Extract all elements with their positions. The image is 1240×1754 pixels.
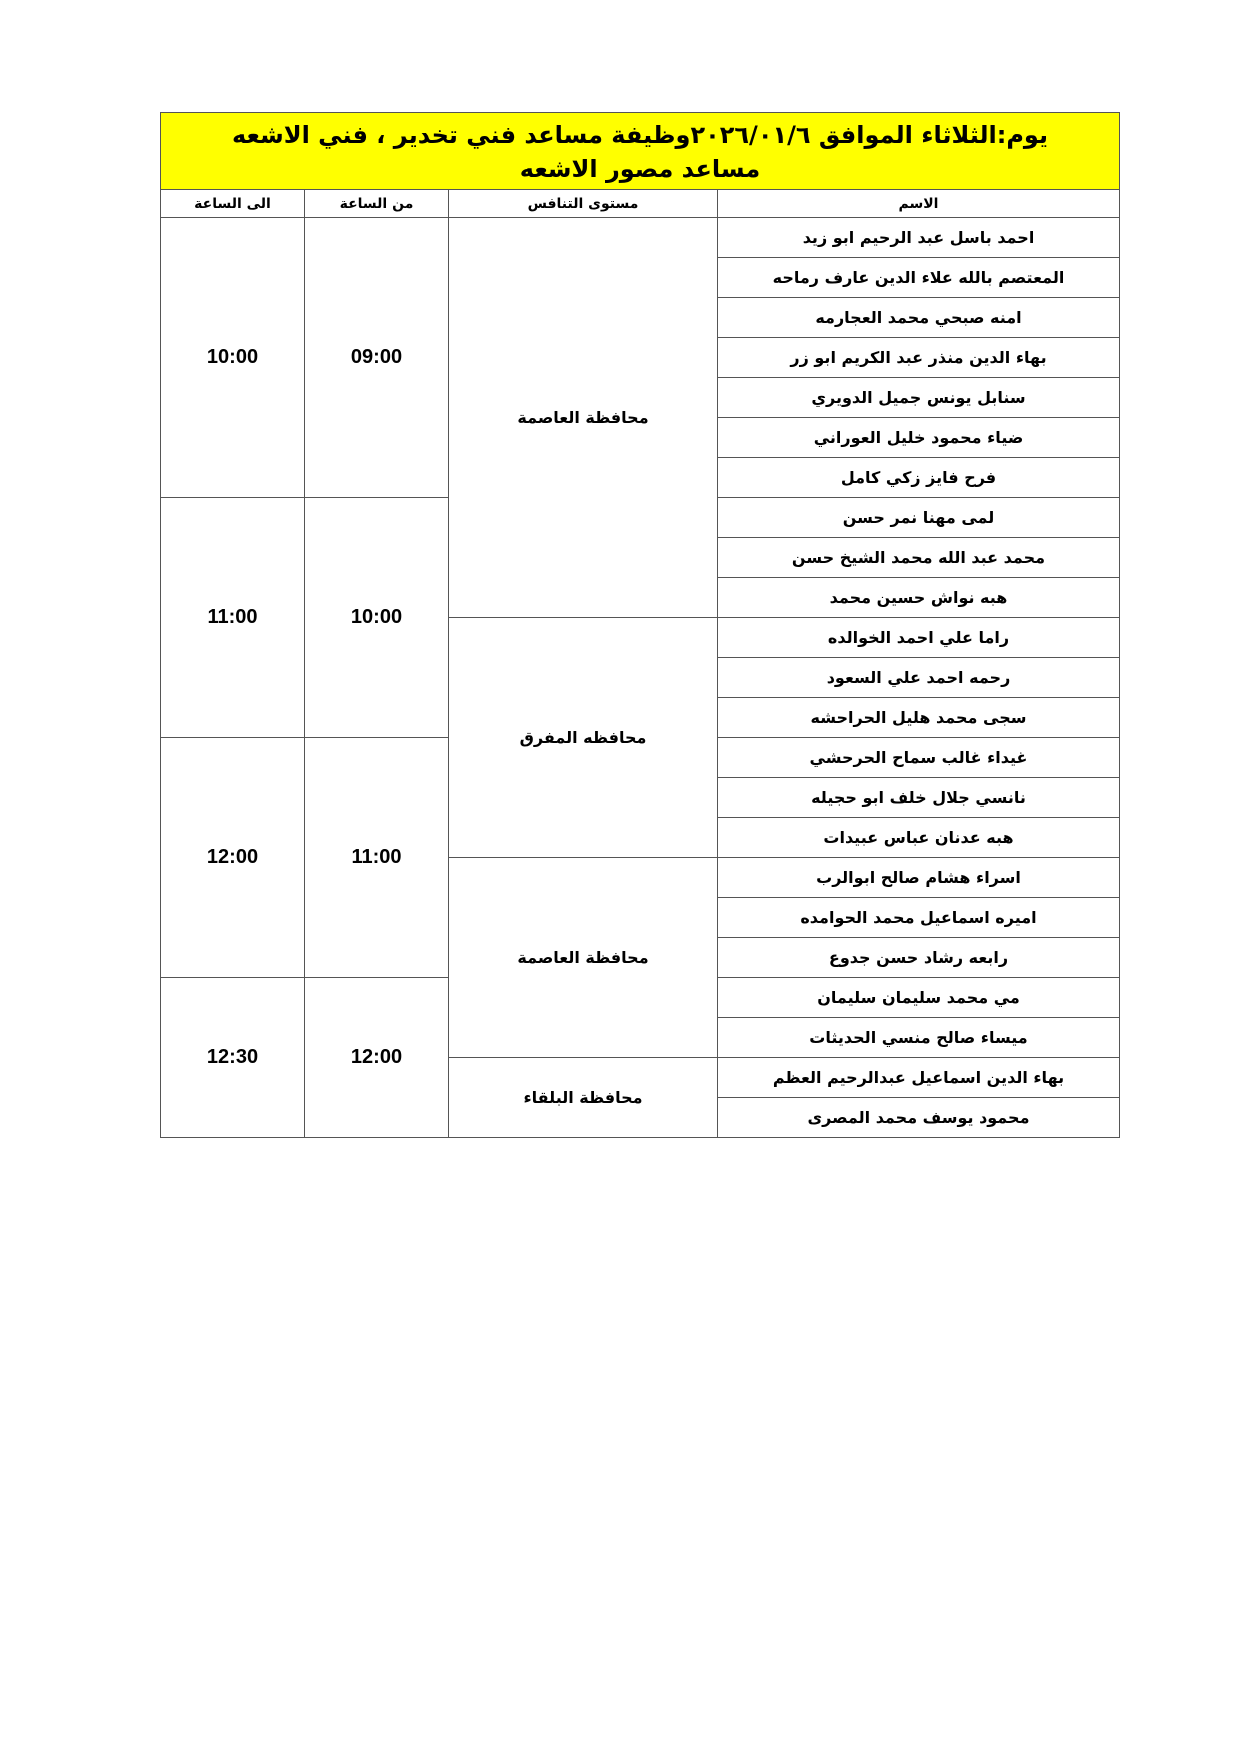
schedule-body	[161, 113, 1120, 1138]
name-cell: ضياء محمود خليل العوراني	[718, 418, 1120, 458]
name-cell: مي محمد سليمان سليمان	[718, 978, 1120, 1018]
title-line-1: يوم:الثلاثاء الموافق ٢٠٢٦/٠١/٦وظيفة مساعد فني تخدير ، فني الاشعه	[232, 121, 1048, 149]
level-cell: محافظة البلقاء	[449, 1058, 718, 1138]
name-cell: محمد عبد الله محمد الشيخ حسن	[718, 538, 1120, 578]
name-cell: راما علي احمد الخوالده	[718, 618, 1120, 658]
name-cell: لمى مهنا نمر حسن	[718, 498, 1120, 538]
header-name: الاسم	[718, 190, 1120, 218]
name-cell: هبه نواش حسين محمد	[718, 578, 1120, 618]
title-line-2: مساعد مصور الاشعه	[519, 155, 761, 183]
title-row	[161, 113, 1120, 190]
name-cell: رحمه احمد علي السعود	[718, 658, 1120, 698]
name-cell: رابعه رشاد حسن جدوع	[718, 938, 1120, 978]
header-to-time: الى الساعة	[161, 190, 305, 218]
name-cell: هبه عدنان عباس عبيدات	[718, 818, 1120, 858]
name-cell: ميساء صالح منسي الحديثات	[718, 1018, 1120, 1058]
name-cell: احمد باسل عبد الرحيم ابو زيد	[718, 218, 1120, 258]
to-time-cell: 10:00	[161, 218, 305, 498]
from-time-cell: 12:00	[305, 978, 449, 1138]
to-time-cell: 12:30	[161, 978, 305, 1138]
name-cell: اسراء هشام صالح ابوالرب	[718, 858, 1120, 898]
level-cell: محافظه المفرق	[449, 618, 718, 858]
level-cell: محافظة العاصمة	[449, 858, 718, 1058]
name-cell: بهاء الدين منذر عبد الكريم ابو زر	[718, 338, 1120, 378]
name-cell: بهاء الدين اسماعيل عبدالرحيم العظم	[718, 1058, 1120, 1098]
schedule-table	[160, 112, 1120, 1138]
table-row	[161, 218, 1120, 258]
header-from-time: من الساعة	[305, 190, 449, 218]
name-cell: سجى محمد هليل الحراحشه	[718, 698, 1120, 738]
level-cell: محافظة العاصمة	[449, 218, 718, 618]
header-row	[161, 190, 1120, 218]
name-cell: فرح فايز زكي كامل	[718, 458, 1120, 498]
from-time-cell: 10:00	[305, 498, 449, 738]
name-cell: اميره اسماعيل محمد الحوامده	[718, 898, 1120, 938]
name-cell: نانسي جلال خلف ابو حجيله	[718, 778, 1120, 818]
name-cell: محمود يوسف محمد المصرى	[718, 1098, 1120, 1138]
from-time-cell: 11:00	[305, 738, 449, 978]
from-time-cell: 09:00	[305, 218, 449, 498]
name-cell: امنه صبحي محمد العجارمه	[718, 298, 1120, 338]
page-title	[161, 113, 1120, 190]
header-level: مستوى التنافس	[449, 190, 718, 218]
name-cell: سنابل يونس جميل الدويري	[718, 378, 1120, 418]
to-time-cell: 12:00	[161, 738, 305, 978]
name-cell: المعتصم بالله علاء الدين عارف رماحه	[718, 258, 1120, 298]
name-cell: غيداء غالب سماح الحرحشي	[718, 738, 1120, 778]
to-time-cell: 11:00	[161, 498, 305, 738]
